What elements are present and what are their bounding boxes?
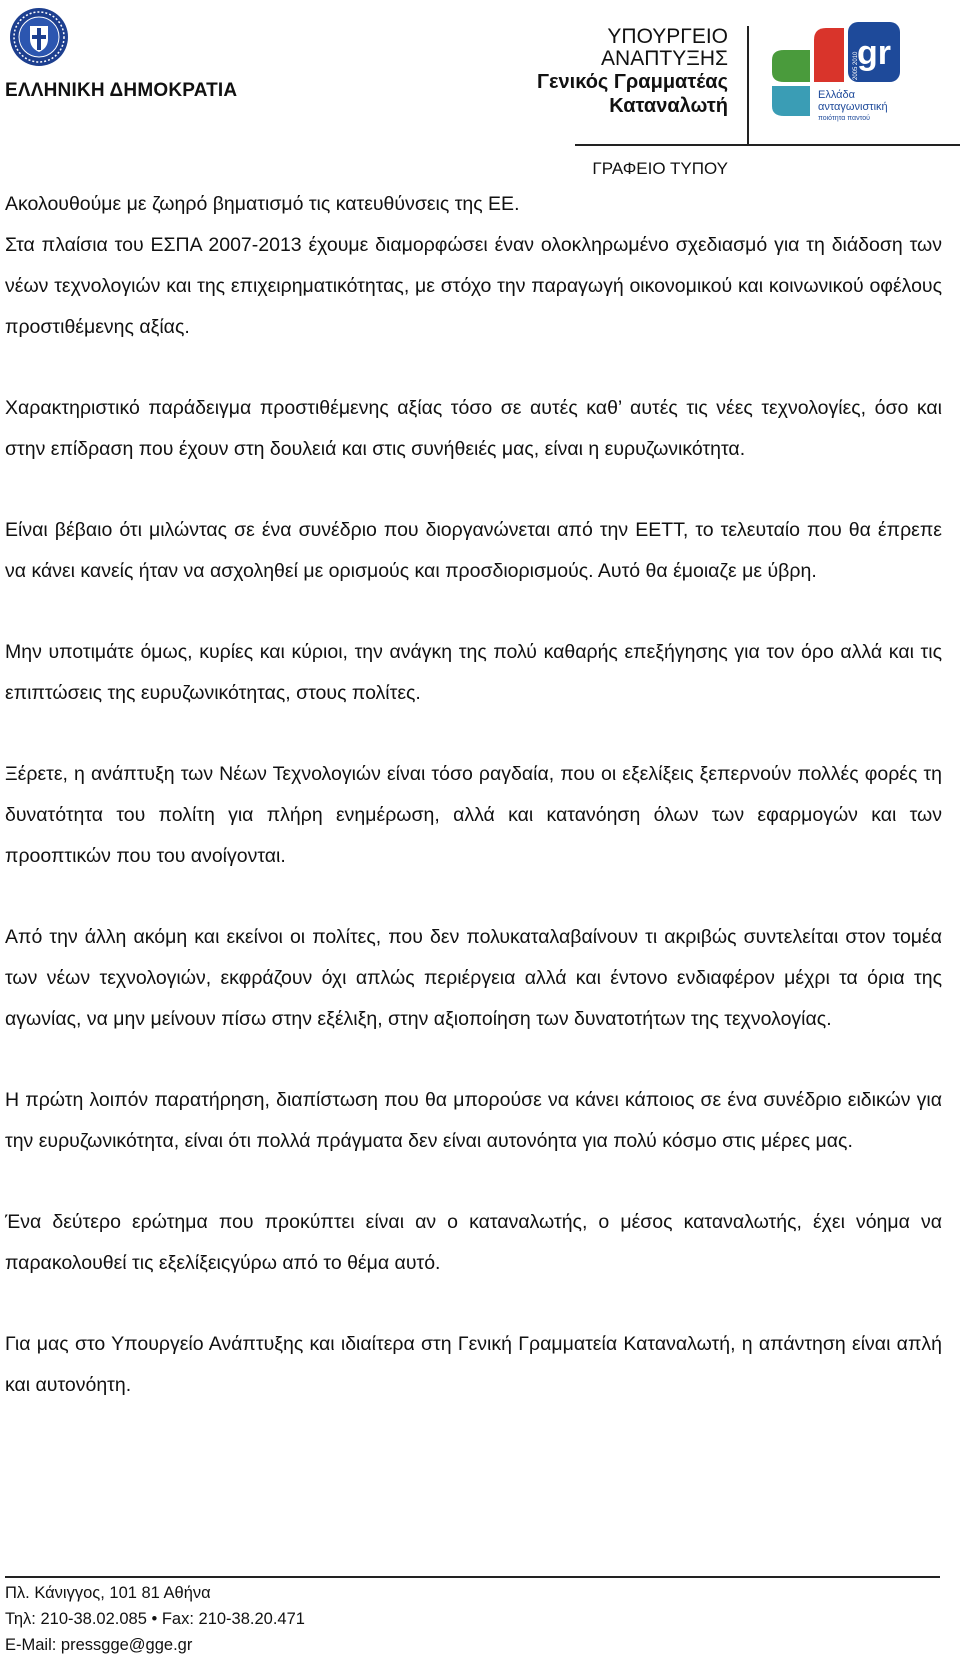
- ministry-line-1: ΥΠΟΥΡΓΕΙΟ: [607, 25, 728, 48]
- logo-red-shape: [814, 28, 844, 82]
- logo-tagline-3: ποιότητα παντού: [818, 115, 870, 122]
- footer-contact: [5, 1580, 305, 1658]
- body-paragraph: Χαρακτηριστικό παράδειγμα προστιθέμενης αξίας τόσο σε αυτές καθ’ αυτές τις νέες τεχνολογίες, όσο και στην επίδραση που έχουν στη δουλειά και στις συνήθειές μας, είναι η ευρυζωνικότητα.: [5, 397, 942, 460]
- logo-teal-shape: [772, 86, 810, 116]
- press-office-label: ΓΡΑΦΕΙΟ ΤΥΠΟΥ: [592, 159, 728, 178]
- ministry-block: [537, 26, 728, 118]
- footer-phone-fax: Τηλ: 210-38.02.085 • Fax: 210-38.20.471: [5, 1610, 305, 1628]
- footer-address: Πλ. Κάνιγγος, 101 81 Αθήνα: [5, 1584, 211, 1602]
- intro-line: Ακολουθούμε με ζωηρό βηματισμό τις κατευθύνσεις της ΕΕ.: [5, 193, 520, 215]
- header-divider-horizontal: [575, 144, 960, 146]
- republic-label: ΕΛΛΗΝΙΚΗ ΔΗΜΟΚΡΑΤΙΑ: [5, 80, 238, 101]
- ministry-line-4: Καταναλωτή: [609, 95, 728, 117]
- body-paragraph: Από την άλλη ακόμη και εκείνοι οι πολίτες, που δεν πολυκαταλαβαίνουν τι ακριβώς συντελείται στον τομέα των νέων τεχνολογιών, εκφράζουν όχι απλώς περιέργεια αλλά και έντονο ενδιαφέρον μέχρι τα όρια της αγωνίας, να μην μείνουν πίσω στην εξέλιξη, στην αξιοποίηση των δυνατοτήτων της τεχνολογίας.: [5, 926, 942, 1030]
- logo-gr-text: gr: [857, 34, 891, 72]
- body-paragraph: Μην υποτιμάτε όμως, κυρίες και κύριοι, την ανάγκη της πολύ καθαρής επεξήγησης για τον όρο αλλά και τις επιπτώσεις της ευρυζωνικότητας, στους πολίτες.: [5, 641, 942, 704]
- logo-tagline-1: Ελλάδα: [818, 89, 856, 101]
- ministry-line-2: ΑΝΑΠΤΥΞΗΣ: [601, 47, 728, 70]
- body-paragraph: [5, 184, 942, 348]
- press-release-body: [5, 184, 942, 1446]
- header-divider-vertical: [747, 26, 749, 144]
- paragraph-text: Στα πλαίσια του ΕΣΠΑ 2007-2013 έχουμε διαμορφώσει έναν ολοκληρωμένο σχεδιασμό για τη διάδοση των νέων τεχνολογιών και της επιχειρηματικότητας, με στόχο την παραγωγή οικονομικού και κοινωνικού οφέλους προστιθέμενης αξίας.: [5, 234, 942, 338]
- ministry-line-3: Γενικός Γραμματέας: [537, 71, 728, 93]
- greek-emblem-icon: [8, 6, 70, 68]
- greece-competitive-logo: [770, 22, 930, 130]
- body-paragraph: Είναι βέβαιο ότι μιλώντας σε ένα συνέδριο που διοργανώνεται από την ΕΕΤΤ, το τελευταίο που θα έπρεπε να κάνει κανείς ήταν να ασχοληθεί με ορισμούς και προσδιορισμούς. Αυτό θα έμοιαζε με ύβρη.: [5, 519, 942, 582]
- logo-years-text: 2005 2010: [853, 51, 859, 80]
- logo-green-shape: [772, 50, 810, 82]
- footer-divider: [5, 1576, 940, 1578]
- logo-tagline-2: ανταγωνιστική: [818, 101, 888, 113]
- body-paragraph: Ξέρετε, η ανάπτυξη των Νέων Τεχνολογιών είναι τόσο ραγδαία, που οι εξελίξεις ξεπερνούν πολλές φορές τη δυνατότητα του πολίτη για πλήρη ενημέρωση, αλλά και κατανόηση όλων των εφαρμογών και των προοπτικών που του ανοίγονται.: [5, 763, 942, 867]
- body-paragraph: Για μας στο Υπουργείο Ανάπτυξης και ιδιαίτερα στη Γενική Γραμματεία Καταναλωτή, η απάντηση είναι απλή και αυτονόητη.: [5, 1333, 942, 1396]
- body-paragraph: Ένα δεύτερο ερώτημα που προκύπτει είναι αν ο καταναλωτής, ο μέσος καταναλωτής, έχει νόημα να παρακολουθεί τις εξελίξειςγύρω από το θέμα αυτό.: [5, 1211, 942, 1274]
- body-paragraph: Η πρώτη λοιπόν παρατήρηση, διαπίστωση που θα μπορούσε να κάνει κάποιος σε ένα συνέδριο ειδικών για την ευρυζωνικότητα, είναι ότι πολλά πράγματα δεν είναι αυτονόητα για πολύ κόσμο στις μέρες μας.: [5, 1089, 942, 1152]
- footer-email: E-Mail: pressgge@gge.gr: [5, 1636, 193, 1654]
